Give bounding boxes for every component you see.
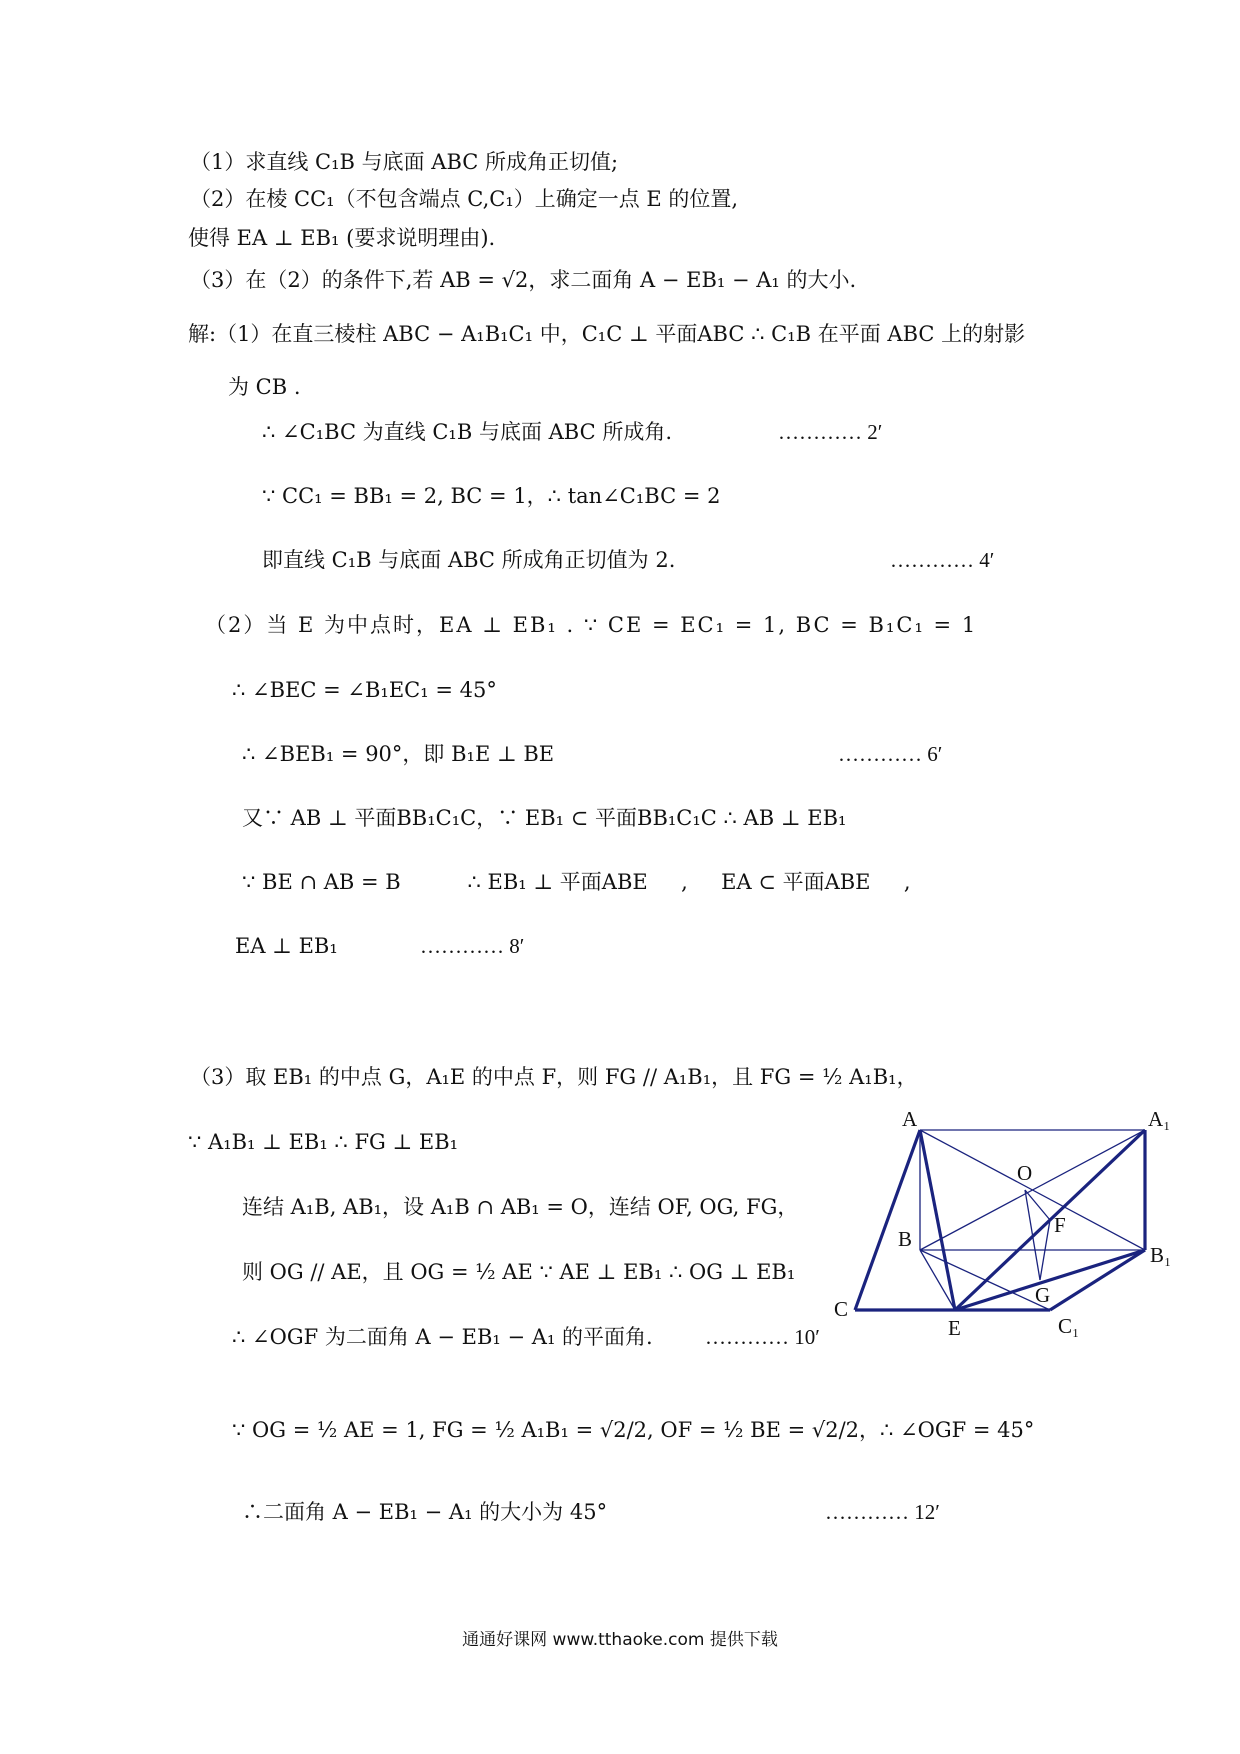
line-A-E [920, 1130, 955, 1310]
label-E: E [948, 1316, 961, 1340]
question-1: （1）求直线 C₁B 与底面 ABC 所成角正切值; [190, 150, 619, 174]
label-C1: C₁ [1058, 1314, 1080, 1338]
label-B: B [898, 1227, 913, 1251]
label-G: G [1035, 1283, 1051, 1307]
solution-3-line-7: ∴二面角 A − EB₁ − A₁ 的大小为 45° [242, 1500, 608, 1524]
solution-1-line-4: ∵ CC₁ = BB₁ = 2, BC = 1，∴ tan∠C₁BC = 2 [262, 484, 721, 508]
prism-figure [830, 1100, 1190, 1350]
solution-2-line-2: ∴ ∠BEC = ∠B₁EC₁ = 45° [232, 678, 497, 702]
solution-2-line-5: ∵ BE ∩ AB = B ∴ EB₁ ⊥ 平面ABE , EA ⊂ 平面ABE , [242, 870, 911, 894]
label-C: C [834, 1297, 849, 1321]
score-12: ………… 12′ [825, 1500, 940, 1524]
solution-1-line-1: 解:（1）在直三棱柱 ABC − A₁B₁C₁ 中，C₁C ⊥ 平面ABC ∴ C₁B 在平面 ABC 上的射影 [188, 322, 1026, 346]
label-A1: A₁ [1148, 1107, 1171, 1131]
question-3: （3）在（2）的条件下,若 AB = √2，求二面角 A − EB₁ − A₁ 的大小. [190, 268, 857, 292]
solution-2-line-3: ∴ ∠BEB₁ = 90°，即 B₁E ⊥ BE [242, 742, 555, 766]
solution-3-line-5: ∴ ∠OGF 为二面角 A − EB₁ − A₁ 的平面角. [232, 1325, 653, 1349]
label-A: A [902, 1107, 918, 1131]
solution-2-line-4: 又∵ AB ⊥ 平面BB₁C₁C，∵ EB₁ ⊂ 平面BB₁C₁C ∴ AB ⊥ EB₁ [242, 806, 847, 830]
solution-3-line-1: （3）取 EB₁ 的中点 G，A₁E 的中点 F，则 FG // A₁B₁，且 FG = ½ A₁B₁， [190, 1065, 918, 1089]
solution-1-line-5: 即直线 C₁B 与底面 ABC 所成角正切值为 2. [262, 548, 676, 572]
score-4: ………… 4′ [890, 548, 995, 572]
thin-lines [920, 1130, 1145, 1310]
score-6: ………… 6′ [838, 742, 943, 766]
solution-3-line-4: 则 OG // AE，且 OG = ½ AE ∵ AE ⊥ EB₁ ∴ OG ⊥ EB₁ [242, 1260, 796, 1284]
solution-3-line-2: ∵ A₁B₁ ⊥ EB₁ ∴ FG ⊥ EB₁ [188, 1130, 459, 1154]
label-B1: B₁ [1150, 1243, 1172, 1267]
page-footer: 通通好课网 www.tthaoke.com 提供下载 [462, 1630, 778, 1650]
score-2: ………… 2′ [778, 420, 883, 444]
label-O: O [1017, 1161, 1033, 1185]
question-2-line-1: （2）在棱 CC₁（不包含端点 C,C₁）上确定一点 E 的位置, [190, 187, 739, 211]
solution-1-line-3: ∴ ∠C₁BC 为直线 C₁B 与底面 ABC 所成角. [262, 420, 673, 444]
label-F: F [1054, 1213, 1066, 1237]
edge-A-C [855, 1130, 920, 1310]
score-8: ………… 8′ [420, 934, 525, 958]
thick-lines [855, 1130, 1145, 1310]
solution-3-line-3: 连结 A₁B, AB₁，设 A₁B ∩ AB₁ = O，连结 OF, OG, FG， [242, 1195, 799, 1219]
edge-C1-B1 [1050, 1250, 1145, 1310]
score-10: ………… 10′ [705, 1325, 820, 1349]
solution-1-line-2: 为 CB . [228, 375, 301, 399]
question-2-line-2: 使得 EA ⊥ EB₁ (要求说明理由). [188, 226, 496, 250]
solution-2-line-6: EA ⊥ EB₁ [235, 934, 338, 958]
solution-3-line-6: ∵ OG = ½ AE = 1, FG = ½ A₁B₁ = √2/2, OF = ½ BE = √2/2，∴ ∠OGF = 45° [232, 1418, 1035, 1442]
solution-2-line-1: （2）当 E 为中点时，EA ⊥ EB₁ . ∵ CE = EC₁ = 1, BC = B₁C₁ = 1 [205, 613, 978, 637]
